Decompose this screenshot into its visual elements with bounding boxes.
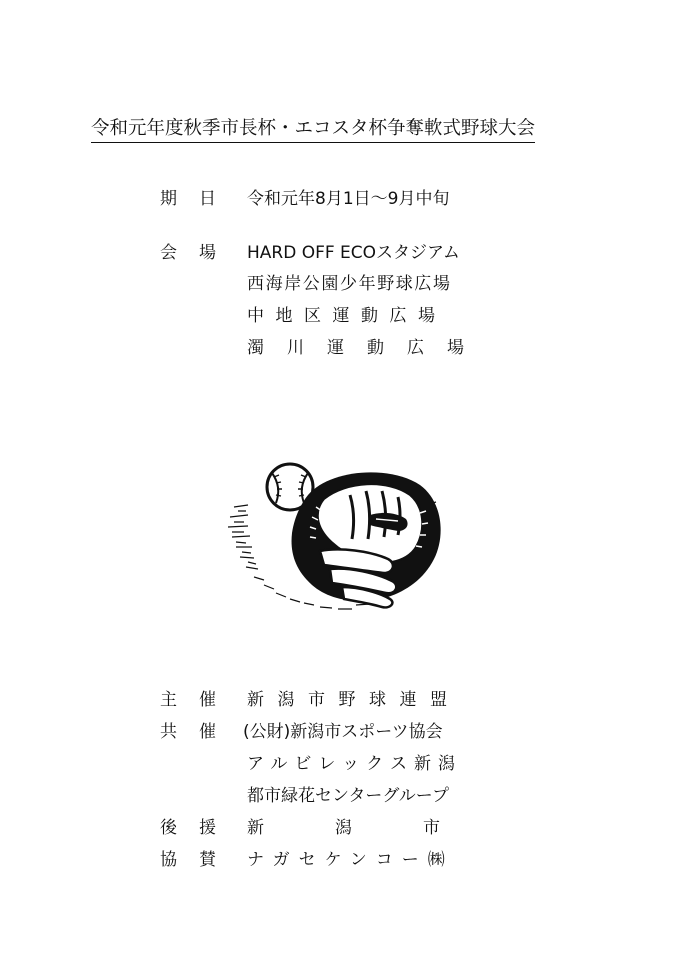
co-host-line-2 [247, 752, 467, 776]
sponsor-value [247, 848, 467, 872]
co-host-label [160, 720, 216, 744]
sponsor-label-char-2: 賛 [199, 850, 216, 870]
co-host-label-char-1: 共 [160, 722, 177, 742]
baseball-glove-icon [220, 455, 460, 615]
support-value-text: 新潟市 [247, 818, 511, 838]
support-label [160, 816, 216, 840]
co-host-label-char-2: 催 [199, 722, 216, 742]
venue-line-4-text: 濁川運動広場 [247, 338, 487, 358]
support-label-char-1: 後 [160, 818, 177, 838]
co-host-line-2-text: アルビレックス新潟 [247, 754, 462, 774]
period-label [160, 187, 216, 211]
venue-line-4 [247, 336, 487, 360]
sponsor-label [160, 848, 216, 872]
organizer-label [160, 688, 216, 712]
page-title: 令和元年度秋季市長杯・エコスタ杯争奪軟式野球大会 [91, 117, 535, 143]
period-label-char-2: 日 [199, 189, 216, 209]
co-host-line-3: 都市緑花センターグループ [247, 786, 449, 806]
sponsor-value-text: ナガセケンコー㈱ [247, 850, 454, 870]
venue-line-2-text: 西海岸公園少年野球広場 [247, 274, 452, 294]
venue-line-1: HARD OFF ECOスタジアム [247, 243, 460, 263]
venue-line-3 [247, 304, 467, 328]
support-value [247, 816, 511, 840]
venue-line-3-text: 中地区運動広場 [247, 306, 447, 326]
organizer-value [247, 688, 467, 712]
period-value: 令和元年8月1日〜9月中旬 [247, 189, 450, 209]
period-label-char-1: 期 [160, 189, 177, 209]
venue-label-char-2: 場 [199, 243, 216, 263]
venue-label [160, 241, 216, 265]
organizer-label-char-2: 催 [199, 690, 216, 710]
support-label-char-2: 援 [199, 818, 216, 838]
sponsor-label-char-1: 協 [160, 850, 177, 870]
organizer-value-text: 新潟市野球連盟 [247, 690, 461, 710]
venue-label-char-1: 会 [160, 243, 177, 263]
organizer-label-char-1: 主 [160, 690, 177, 710]
venue-line-2 [247, 272, 467, 296]
co-host-line-1: (公財)新潟市スポーツ協会 [243, 722, 443, 742]
